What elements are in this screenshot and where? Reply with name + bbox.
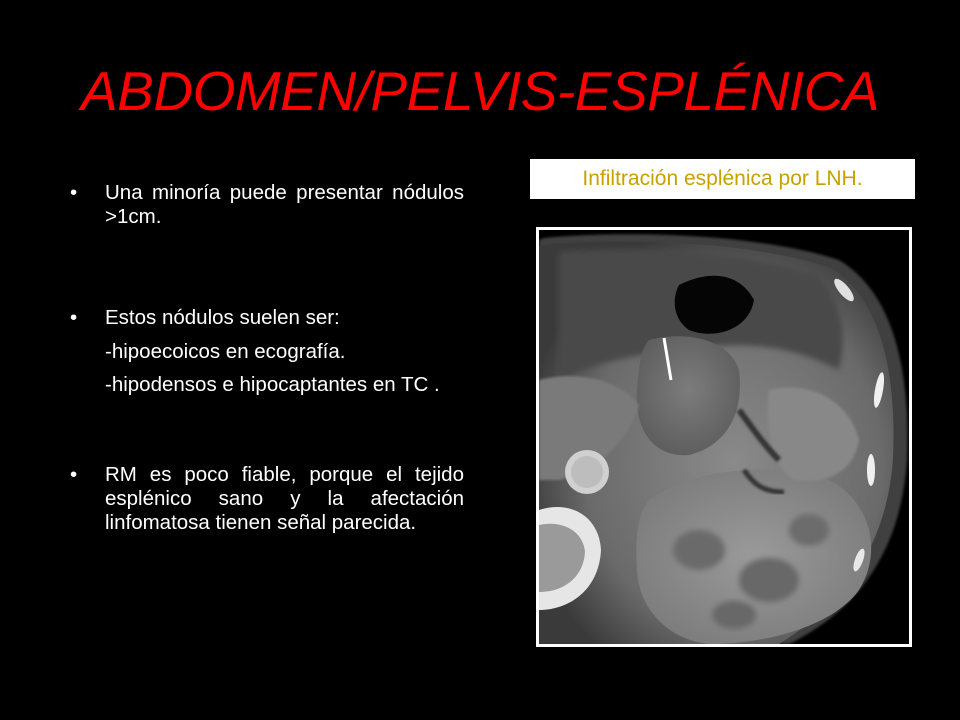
spleen-nodule — [673, 530, 725, 570]
bullet-item — [70, 463, 464, 535]
bullet-text: Estos nódulos suelen ser: — [105, 306, 340, 329]
spleen-nodule — [789, 514, 829, 546]
spleen-nodule — [712, 601, 756, 629]
bullet-marker: • — [70, 463, 78, 486]
figure-caption: Infiltración esplénica por LNH. — [528, 157, 917, 201]
bullet-text: RM es poco fiable, porque el tejido esplénico sano y la afectación linfomatosa tienen señal parecida. — [105, 463, 464, 534]
bullet-item — [70, 181, 464, 229]
sub-item: -hipodensos e hipocaptantes en TC . — [105, 373, 440, 396]
sub-item: -hipoecoicos en ecografía. — [105, 340, 346, 363]
slide-title: ABDOMEN/PELVIS-ESPLÉNICA — [81, 60, 879, 122]
bullet-item — [70, 306, 464, 397]
rib — [867, 454, 875, 486]
bullet-list — [70, 181, 464, 535]
bullet-marker: • — [70, 181, 78, 204]
ct-scan-graphic — [539, 230, 909, 644]
ct-scan-image — [536, 227, 912, 647]
spleen-nodule — [739, 558, 799, 602]
bullet-marker: • — [70, 306, 78, 329]
bullet-text: Una minoría puede presentar nódulos >1cm. — [105, 181, 464, 228]
